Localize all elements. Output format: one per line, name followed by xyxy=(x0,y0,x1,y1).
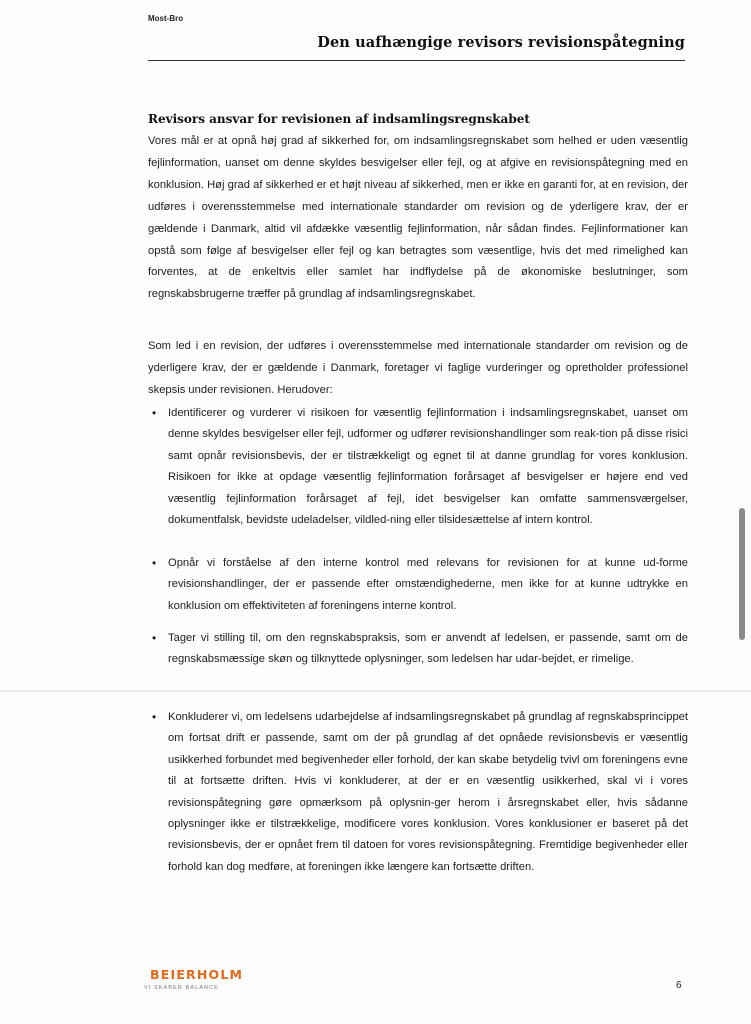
page-fold-divider xyxy=(0,690,751,692)
bullet-item-2 xyxy=(152,553,688,617)
page-title: Den uafhængige revisors revisionspåtegning xyxy=(317,34,685,51)
bullet-text-2: Opnår vi forståelse af den interne kontrol med relevans for revisionen for at kunne ud-forme revisionshandlinger, der er passende efter omstændighederne, men ikke for at kunne udtrykke en konklusion om effektiviteten af foreningens interne kontrol. xyxy=(168,557,688,612)
bullet-item-1 xyxy=(152,403,688,531)
bullet-icon: • xyxy=(152,710,157,724)
paragraph-1: Vores mål er at opnå høj grad af sikkerhed for, om indsamlingsregnskabet som helhed er uden væsentlig fejlinformation, uanset om denne skyldes besvigelser eller fejl, og at afgive en revisionspåtegning med en konklusion. Høj grad af sikkerhed er et højt niveau af sikkerhed, men er ikke en garanti for, at en revision, der udføres i overensstemmelse med internationale standarder om revision og de yderligere krav, der er gældende i Danmark, altid vil afdække væsentlig fejlinformation, når sådan findes. Fejlinformationer kan opstå som følge af besvigelser eller fejl og kan betragtes som væsentlige, hvis det med rimelighed kan forventes, at de enkeltvis eller samlet har indflydelse på de økonomiske beslutninger, som regnskabsbrugerne træffer på grundlag af indsamlingsregnskabet. xyxy=(148,135,688,301)
bullet-text-1: Identificerer og vurderer vi risikoen for væsentlig fejlinformation i indsamlingsregnskabet, uanset om denne skyldes besvigelser eller fejl, udformer og udfører revisionshandlinger som reak-tion på disse risici samt opnår revisionsbevis, der er tilstrækkeligt og egnet til at danne grundlag for vores konklusion. Risikoen for ikke at opdage væsentlig fejlinformation forårsaget af besvigelser er højere end ved væsentlig fejlinformation forårsaget af fejl, idet besvigelser kan omfatte sammensværgelser, dokumentfalsk, bevidste udeladelser, vildled-ning eller tilsidesættelse af intern kontrol. xyxy=(168,407,688,527)
bullet-icon: • xyxy=(152,631,157,645)
bullet-icon: • xyxy=(152,556,157,570)
bullet-text-4: Konkluderer vi, om ledelsens udarbejdelse af indsamlingsregnskabet på grundlag af regnskabsprincippet om fortsat drift er passende, samt om der på grundlag af det opnåede revisionsbevis er væsentlig usikkerhed forbundet med begivenheder eller forhold, der kan skabe betydelig tvivl om foreningens evne til at fortsætte driften. Hvis vi konkluderer, at der er en væsentlig usikkerhed, skal vi i vores revisionspåtegning gøre opmærksom på oplysnin-ger herom i årsregnskabet eller, hvis sådanne oplysninger ikke er tilstrækkelige, modificere vores konklusion. Vores konklusioner er baseret på det revisionsbevis, der er opnået frem til datoen for vores revisionspåtegning. Fremtidige begivenheder eller forhold kan dog medføre, at foreningen ikke længere kan fortsætte driften. xyxy=(168,711,688,873)
bullet-item-4 xyxy=(152,707,688,878)
logo-tagline: VI SKABER BALANCE xyxy=(144,985,219,991)
header-brand: Most-Bro xyxy=(148,14,184,23)
bullet-icon: • xyxy=(152,406,157,420)
bullet-item-3 xyxy=(152,628,688,671)
beierholm-logo: BEIERHOLM xyxy=(150,967,244,982)
scrollbar[interactable] xyxy=(739,508,745,640)
bullet-text-3: Tager vi stilling til, om den regnskabspraksis, som er anvendt af ledelsen, er passende, samt om de regnskabsmæssige skøn og tilknyttede oplysninger, som ledelsen har udar-bejdet, er rimelige. xyxy=(168,632,688,666)
header-divider xyxy=(148,60,685,61)
page-number: 6 xyxy=(676,980,682,991)
section-heading: Revisors ansvar for revisionen af indsamlingsregnskabet xyxy=(148,112,530,126)
paragraph-2: Som led i en revision, der udføres i overensstemmelse med internationale standarder om revision og de yderligere krav, der er gældende i Danmark, foretager vi faglige vurderinger og opretholder professionel skepsis under revisionen. Herudover: xyxy=(148,340,688,396)
